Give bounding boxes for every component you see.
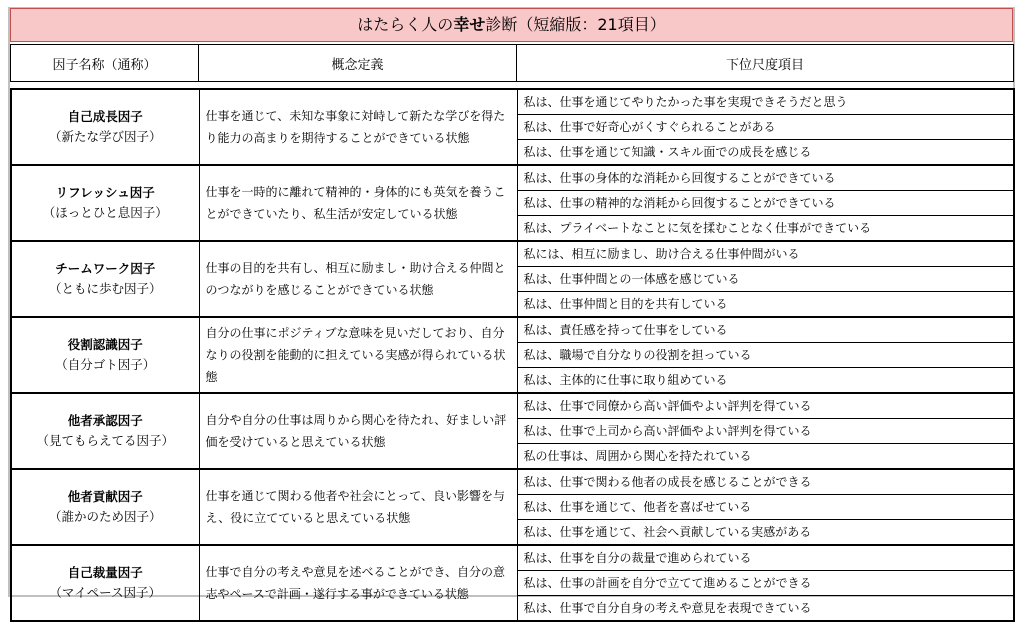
subscale-item: 私は、仕事仲間との一体感を感じている [517,267,1014,292]
subscale-item: 私は、仕事を通じて、他者を喜ばせている [517,495,1014,520]
header-row [11,45,1014,82]
factor-definition: 仕事を一時的に離れて精神的・身体的にも英気を養うことができていたり、私生活が安定している状態 [199,165,517,241]
factor-alias: （新たな学び因子） [48,129,162,144]
subscale-item: 私は、責任感を持って仕事をしている [517,317,1014,343]
factor-name-cell [11,165,199,241]
factor-name-cell [11,89,199,165]
factor-alias: （ともに歩む因子） [48,281,162,296]
subscale-item: 私は、仕事の身体的な消耗から回復することができている [517,165,1014,191]
factor-name: 役割認識因子 [67,337,143,352]
factor-definition: 仕事を通じて関わる他者や社会にとって、良い影響を与え、役に立てていると思えている状態 [199,469,517,545]
factor-definition: 仕事の目的を共有し、相互に励まし・助け合える仲間とのつながりを感じることができている状態 [199,241,517,317]
factor-definition: 仕事を通じて、未知な事象に対峙して新たな学びを得たり能力の高まりを期待することができている状態 [199,89,517,165]
title-suffix: 診断（短縮版：21項目） [485,15,666,34]
subscale-item: 私は、仕事の計画を自分で立てて進めることができる [517,571,1014,596]
factor-name-cell [11,393,199,469]
subscale-item: 私は、仕事で上司から高い評価やよい評判を得ている [517,419,1014,444]
factor-alias: （誰かのため因子） [48,509,162,524]
table-row [11,317,1014,343]
factor-name: 他者承認因子 [67,413,143,428]
table-row [11,165,1014,191]
subscale-item: 私は、仕事仲間と目的を共有している [517,292,1014,318]
header-table [10,44,1014,82]
factor-name: 自己成長因子 [67,109,143,124]
factor-name: 他者貢献因子 [67,489,143,504]
factor-name: リフレッシュ因子 [55,185,155,200]
subscale-item: 私には、相互に励まし、助け合える仕事仲間がいる [517,241,1014,267]
table-row [11,89,1014,115]
factor-alias: （自分ゴト因子） [55,357,156,372]
title-prefix: はたらく人の [357,15,454,34]
subscale-item: 私は、仕事の精神的な消耗から回復することができている [517,191,1014,216]
factor-name: チームワーク因子 [55,261,156,276]
factor-definition: 自分の仕事にポジティブな意味を見いだしており、自分なりの役割を能動的に担えている実感が得られている状態 [199,317,517,393]
factor-alias: （ほっとひと息因子） [42,205,168,220]
factor-table [10,88,1015,622]
page-title [10,8,1013,42]
factor-alias: （見てもらえてる因子） [36,433,174,448]
subscale-item: 私は、仕事で関わる他者の成長を感じることができる [517,469,1014,495]
table-row [11,393,1014,419]
factor-name-cell [11,545,199,621]
subscale-item: 私は、仕事を通じて知識・スキル面での成長を感じる [517,140,1014,166]
subscale-item: 私は、職場で自分なりの役割を担っている [517,343,1014,368]
subscale-item: 私は、プライベートなことに気を揉むことなく仕事ができている [517,216,1014,242]
subscale-item: 私は、仕事を通じてやりたかった事を実現できそうだと思う [517,89,1014,115]
title-bold: 幸せ [453,15,486,34]
factor-name: 自己裁量因子 [67,565,143,580]
factor-name-cell [11,469,199,545]
table-row [11,469,1014,495]
factor-definition: 仕事で自分の考えや意見を述べることができ、自分の意志やペースで計画・遂行する事ができている状態 [199,545,517,621]
subscale-item: 私は、仕事を通じて、社会へ貢献している実感がある [517,520,1014,546]
factor-name-cell [11,317,199,393]
subscale-item: 私は、主体的に仕事に取り組めている [517,368,1014,394]
table-row [11,545,1014,571]
factor-name-cell [11,241,199,317]
subscale-item: 私は、仕事で自分自身の考えや意見を表現できている [517,596,1014,622]
subscale-item: 私の仕事は、周囲から関心を持たれている [517,444,1014,470]
header-definition: 概念定義 [199,45,517,82]
factor-alias: （マイペース因子） [49,585,162,600]
table-row [11,241,1014,267]
subscale-item: 私は、仕事を自分の裁量で進められている [517,545,1014,571]
header-subscale-items: 下位尺度項目 [517,45,1014,82]
subscale-item: 私は、仕事で同僚から高い評価やよい評判を得ている [517,393,1014,419]
subscale-item: 私は、仕事で好奇心がくすぐられることがある [517,115,1014,140]
header-factor-name: 因子名称（通称） [11,45,199,82]
factor-definition: 自分や自分の仕事は周りから関心を待たれ、好ましい評価を受けていると思えている状態 [199,393,517,469]
